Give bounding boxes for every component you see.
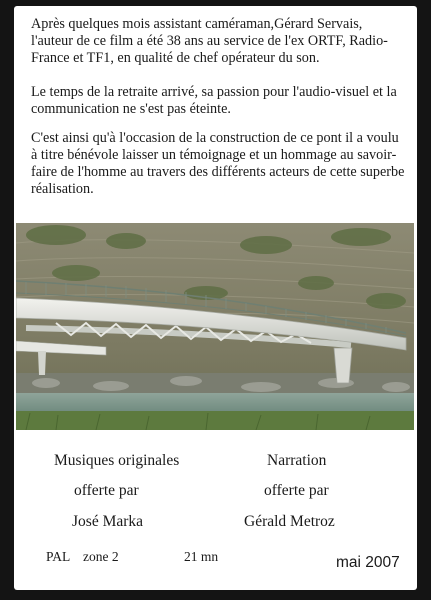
narration-offered: offerte par bbox=[264, 482, 329, 499]
bridge-illustration bbox=[16, 223, 414, 430]
intro-paragraph-3: C'est ainsi qu'à l'occasion de la construction de ce pont il a voulu à titre bénévole laisser un témoignage et un hommage au savoir-faire de l'homme au travers des différents acteurs de cette superbe réalisation. bbox=[31, 130, 405, 197]
release-date: mai 2007 bbox=[336, 554, 400, 571]
intro-paragraph-1: Après quelques mois assistant caméraman,Gérard Servais, l'auteur de ce film a été 38 ans au service de l'ex ORTF, Radio-France et TF1, en qualité de chef opérateur du son. bbox=[31, 16, 388, 66]
narration-label: Narration bbox=[267, 452, 327, 469]
music-offered: offerte par bbox=[74, 482, 139, 499]
duration: 21 mn bbox=[184, 549, 219, 564]
music-label: Musiques originales bbox=[54, 452, 180, 469]
music-name: José Marka bbox=[72, 513, 144, 530]
cover-sheet bbox=[14, 6, 417, 590]
region-zone: zone 2 bbox=[83, 549, 119, 564]
bridge-photo bbox=[16, 223, 414, 430]
intro-paragraph-2: Le temps de la retraite arrivé, sa passion pour l'audio-visuel et la communication ne s'est pas éteinte. bbox=[31, 84, 397, 117]
video-format: PAL bbox=[46, 549, 71, 564]
narration-name: Gérald Metroz bbox=[244, 513, 335, 530]
